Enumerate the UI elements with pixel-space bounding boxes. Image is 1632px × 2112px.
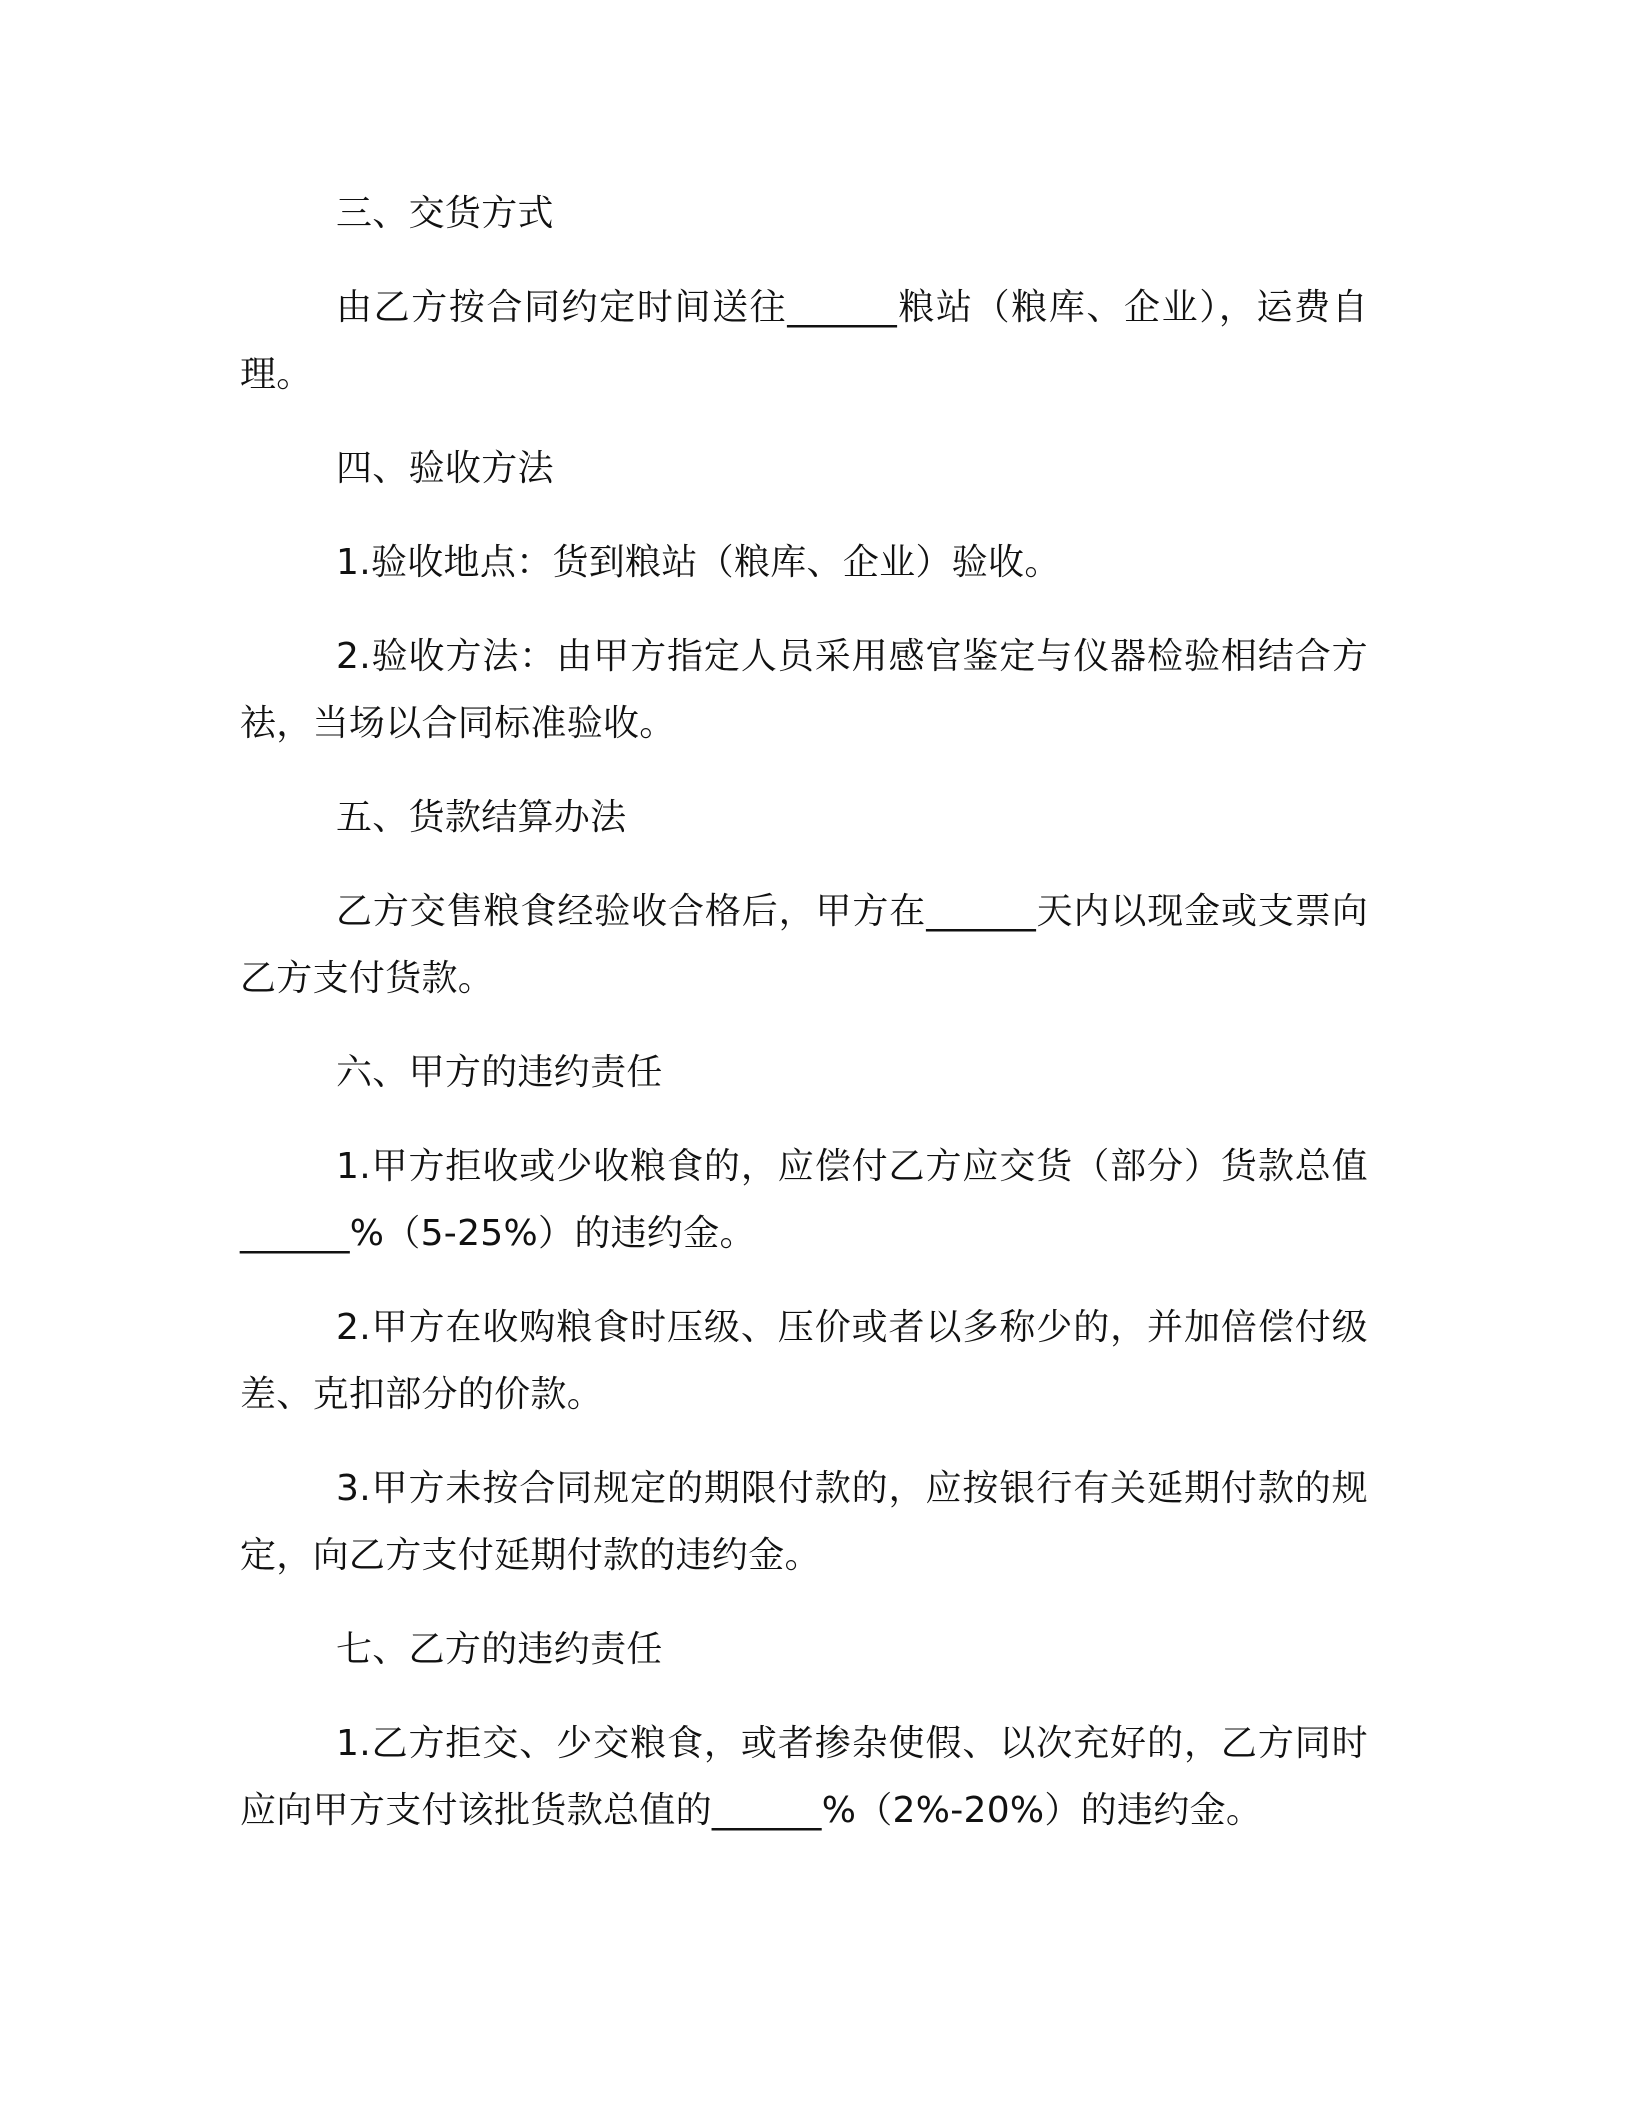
paragraph-party-a-liability-1: 1.甲方拒收或少收粮食的，应偿付乙方应交货（部分）货款总值______%（5-25%）的违约金。 [240,1146,1368,1254]
section-heading-delivery: 三、交货方式 [336,193,554,234]
paragraph-inspection-location: 1.验收地点：货到粮站（粮库、企业）验收。 [336,542,1061,583]
paragraph-party-b-liability-1: 1.乙方拒交、少交粮食，或者掺杂使假、以次充好的，乙方同时应向甲方支付该批货款总值的______%（2%-20%）的违约金。 [240,1723,1368,1831]
section-heading-party-a-liability: 六、甲方的违约责任 [336,1052,663,1093]
section-heading-settlement: 五、货款结算办法 [336,797,627,838]
document-body [240,180,1368,1871]
section-heading-party-b-liability: 七、乙方的违约责任 [336,1629,663,1670]
section-heading-inspection: 四、验收方法 [336,448,554,489]
paragraph-party-a-liability-2: 2.甲方在收购粮食时压级、压价或者以多称少的，并加倍偿付级差、克扣部分的价款。 [240,1307,1368,1415]
paragraph-settlement-terms: 乙方交售粮食经验收合格后，甲方在______天内以现金或支票向乙方支付货款。 [240,891,1368,999]
paragraph-party-a-liability-3: 3.甲方未按合同规定的期限付款的，应按银行有关延期付款的规定，向乙方支付延期付款的违约金。 [240,1468,1368,1576]
paragraph-delivery-terms: 由乙方按合同约定时间送往______粮站（粮库、企业），运费自理。 [240,287,1368,395]
paragraph-inspection-method: 2.验收方法：由甲方指定人员采用感官鉴定与仪器检验相结合方祛，当场以合同标准验收。 [240,636,1368,744]
